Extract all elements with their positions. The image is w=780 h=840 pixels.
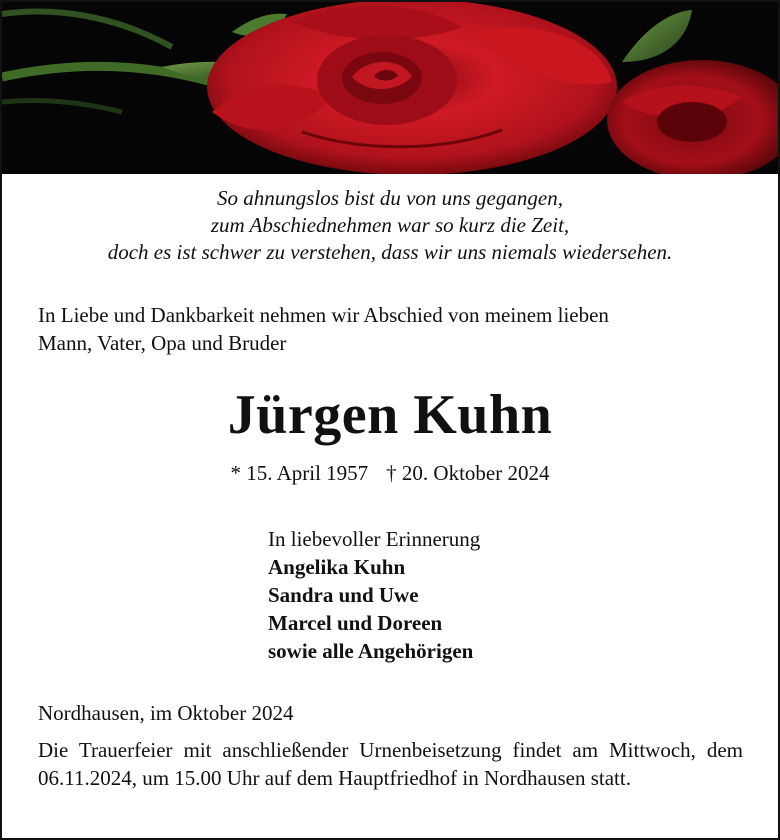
poem-line: doch es ist schwer zu verstehen, dass wir uns niemals wiedersehen.	[107, 240, 673, 264]
life-dates	[2, 459, 778, 487]
death-date: † 20. Oktober 2024	[386, 461, 550, 485]
mourner-name: sowie alle Angehörigen	[268, 639, 474, 663]
mourners-heading: In liebevoller Erinnerung	[268, 527, 481, 551]
mourners-block	[268, 525, 480, 665]
poem-line: zum Abschiednehmen war so kurz die Zeit,	[210, 213, 570, 237]
intro-text	[38, 301, 738, 357]
service-notice: Die Trauerfeier mit anschließender Urnenbeisetzung findet am Mittwoch, dem 06.11.2024, um 15.00 Uhr auf dem Hauptfriedhof in Nordhausen statt.	[38, 738, 743, 790]
poem	[2, 185, 778, 266]
roses-header-image	[2, 2, 778, 174]
rose-main	[207, 2, 617, 174]
place-date: Nordhausen, im Oktober 2024	[38, 701, 294, 725]
mourner-name: Sandra und Uwe	[268, 583, 419, 607]
intro-line: In Liebe und Dankbarkeit nehmen wir Abschied von meinem lieben	[38, 303, 609, 327]
deceased-name: Jürgen Kuhn	[227, 384, 553, 446]
poem-line: So ahnungslos bist du von uns gegangen,	[217, 186, 563, 210]
mourner-name: Marcel und Doreen	[268, 611, 443, 635]
intro-line: Mann, Vater, Opa und Bruder	[38, 331, 287, 355]
mourner-name: Angelika Kuhn	[268, 555, 406, 579]
birth-date: * 15. April 1957	[230, 461, 369, 485]
